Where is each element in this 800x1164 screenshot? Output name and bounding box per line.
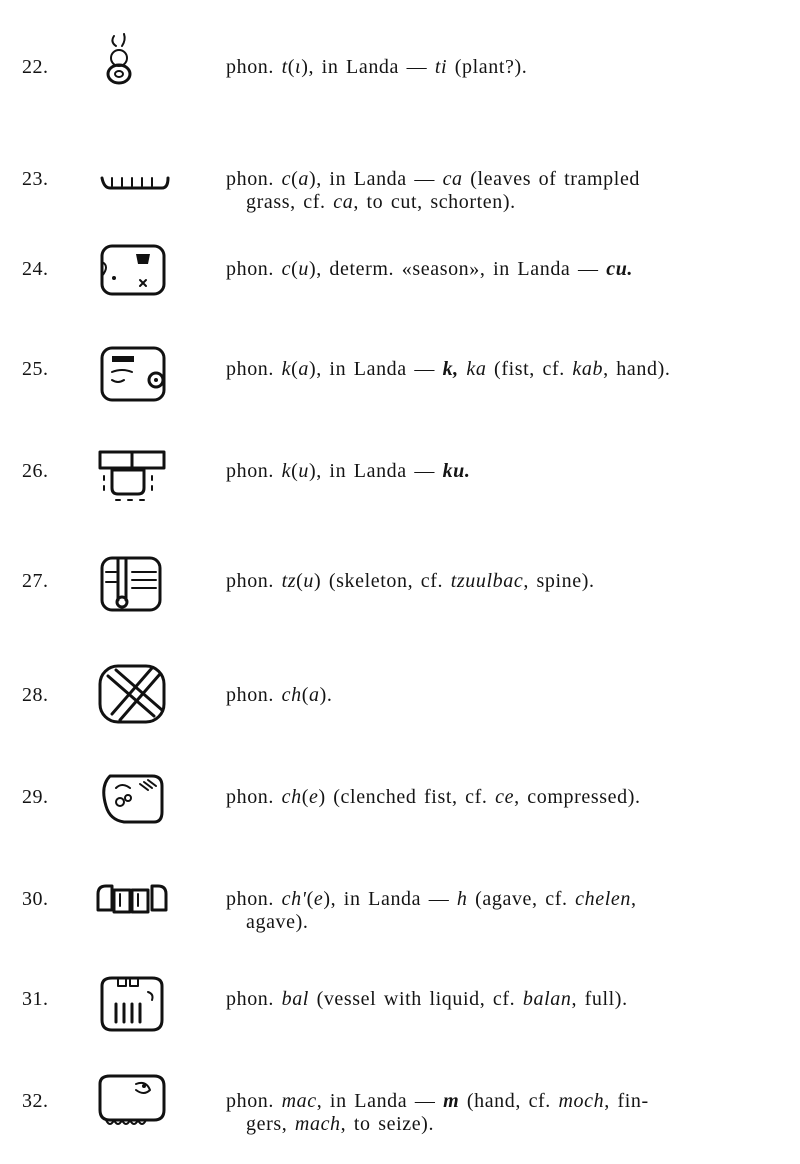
description-line bbox=[226, 570, 595, 592]
entry-description bbox=[226, 56, 766, 79]
description-line bbox=[226, 684, 332, 706]
text-run: ), determ. «season», in Landa — bbox=[308, 258, 607, 280]
text-run: phon. bbox=[226, 168, 282, 190]
entry-number: 31. bbox=[22, 988, 49, 1010]
text-run: ), in Landa — bbox=[301, 56, 435, 78]
text-run: phon. bbox=[226, 786, 282, 808]
italic-run: mach bbox=[294, 1113, 341, 1135]
glyph-che-agave-icon bbox=[92, 880, 172, 946]
italic-run: u bbox=[298, 460, 309, 482]
text-run: ) (clenched fist, cf. bbox=[318, 786, 496, 808]
text-run: phon. bbox=[226, 258, 282, 280]
description-line bbox=[226, 56, 527, 78]
text-run: ). bbox=[319, 684, 333, 706]
entry-number: 28. bbox=[22, 684, 49, 706]
glyph-ti-plant-icon bbox=[92, 28, 172, 94]
glyph-cu-season-icon bbox=[92, 240, 172, 306]
entry-description bbox=[226, 168, 766, 214]
glyph-cha-cross-icon bbox=[92, 662, 172, 728]
text-run: ( bbox=[301, 684, 309, 706]
text-run: phon. bbox=[226, 1090, 282, 1112]
text-run: (hand, cf. bbox=[459, 1090, 559, 1112]
text-run: , hand). bbox=[603, 358, 671, 380]
text-run: , compressed). bbox=[514, 786, 641, 808]
entry-number: 29. bbox=[22, 786, 49, 808]
italic-run: c bbox=[281, 168, 292, 190]
text-run: phon. bbox=[226, 570, 282, 592]
text-run: gers, bbox=[246, 1113, 295, 1135]
italic-run: a bbox=[308, 684, 320, 706]
italic-run: chelen bbox=[575, 888, 631, 910]
glyph-mac-hand-icon bbox=[92, 1070, 172, 1136]
description-line bbox=[226, 460, 471, 482]
italic-run: a bbox=[298, 358, 309, 380]
entry-description bbox=[226, 988, 766, 1011]
entry-description bbox=[226, 258, 766, 281]
text-run: phon. bbox=[226, 56, 282, 78]
entry-description bbox=[226, 460, 766, 483]
description-line bbox=[226, 786, 641, 808]
text-run: ( bbox=[291, 358, 299, 380]
entry-number: 22. bbox=[22, 56, 49, 78]
glyph-ku-icon bbox=[92, 446, 172, 512]
italic-run: tz bbox=[281, 570, 297, 592]
text-run: (plant?). bbox=[447, 56, 528, 78]
italic-run: h bbox=[456, 888, 468, 910]
description-line bbox=[226, 258, 633, 280]
italic-run: ch bbox=[281, 786, 302, 808]
glyph-tzu-skeleton-icon bbox=[92, 552, 172, 618]
italic-run: bal bbox=[281, 988, 309, 1010]
italic-run: ce bbox=[495, 786, 515, 808]
italic-run: kab bbox=[572, 358, 604, 380]
description-continuation-line bbox=[226, 911, 766, 934]
italic-run: ti bbox=[434, 56, 448, 78]
italic-run: ι bbox=[295, 56, 302, 78]
text-run: ), in Landa — bbox=[308, 358, 443, 380]
text-run: , to cut, schorten). bbox=[353, 191, 516, 213]
italic-run: e bbox=[308, 786, 319, 808]
text-run: ( bbox=[291, 460, 299, 482]
entry-number: 30. bbox=[22, 888, 49, 910]
entry-description bbox=[226, 1090, 766, 1136]
italic-run: moch bbox=[558, 1090, 605, 1112]
entry-number: 32. bbox=[22, 1090, 49, 1112]
description-continuation-line bbox=[226, 191, 766, 214]
entry-description bbox=[226, 786, 766, 809]
text-run: (agave, cf. bbox=[467, 888, 576, 910]
glyph-che-clenched-fist-icon bbox=[92, 768, 172, 834]
text-run: , in Landa — bbox=[316, 1090, 444, 1112]
text-run: phon. bbox=[226, 888, 282, 910]
text-run: ( bbox=[291, 258, 299, 280]
entry-description bbox=[226, 888, 766, 934]
italic-run: balan bbox=[522, 988, 572, 1010]
text-run: phon. bbox=[226, 988, 282, 1010]
italic-run: ca bbox=[442, 168, 463, 190]
italic-run: ca bbox=[333, 191, 354, 213]
italic-run: a bbox=[298, 168, 309, 190]
glyph-bal-vessel-icon bbox=[92, 972, 172, 1038]
text-run: ), in Landa — bbox=[308, 460, 443, 482]
description-line bbox=[226, 358, 670, 380]
text-run: (fist, cf. bbox=[486, 358, 573, 380]
text-run: , bbox=[630, 888, 637, 910]
text-run: ( bbox=[296, 570, 304, 592]
text-run: grass, cf. bbox=[246, 191, 334, 213]
glyph-ca-grass-icon bbox=[92, 156, 172, 222]
italic-run: m bbox=[443, 1090, 460, 1112]
description-line bbox=[226, 888, 637, 910]
entry-description bbox=[226, 358, 766, 381]
entry-number: 24. bbox=[22, 258, 49, 280]
entry-number: 27. bbox=[22, 570, 49, 592]
glyph-ka-fist-icon bbox=[92, 342, 172, 408]
text-run: ( bbox=[291, 168, 299, 190]
text-run: ( bbox=[306, 888, 314, 910]
text-run: , to seize). bbox=[340, 1113, 435, 1135]
text-run: phon. bbox=[226, 358, 282, 380]
italic-run: c bbox=[281, 258, 292, 280]
text-run: ) (skeleton, cf. bbox=[314, 570, 451, 592]
italic-run: tzuulbac bbox=[450, 570, 524, 592]
entry-number: 23. bbox=[22, 168, 49, 190]
text-run: , full). bbox=[571, 988, 628, 1010]
text-run: (vessel with liquid, cf. bbox=[308, 988, 523, 1010]
description-line bbox=[226, 1090, 649, 1112]
text-run: ( bbox=[301, 786, 309, 808]
entry-number: 26. bbox=[22, 460, 49, 482]
italic-run: e bbox=[313, 888, 324, 910]
text-run: ( bbox=[287, 56, 296, 78]
italic-run: k bbox=[281, 358, 292, 380]
text-run: agave). bbox=[246, 911, 309, 933]
italic-run: k, bbox=[442, 358, 459, 380]
italic-run: u bbox=[298, 258, 309, 280]
text-run: ), in Landa — bbox=[308, 168, 443, 190]
italic-run: u bbox=[303, 570, 315, 592]
italic-run: ch' bbox=[281, 888, 307, 910]
text-run: phon. bbox=[226, 460, 282, 482]
description-line bbox=[226, 168, 640, 190]
italic-run: k bbox=[281, 460, 292, 482]
italic-run: cu. bbox=[606, 258, 634, 280]
entry-description bbox=[226, 684, 766, 707]
description-line bbox=[226, 988, 628, 1010]
entry-description bbox=[226, 570, 766, 593]
text-run: , fin- bbox=[604, 1090, 649, 1112]
italic-run: ch bbox=[281, 684, 302, 706]
text-run: (leaves of trampled bbox=[462, 168, 641, 190]
text-run: , spine). bbox=[523, 570, 595, 592]
italic-run: mac bbox=[281, 1090, 317, 1112]
italic-run: t bbox=[281, 56, 288, 78]
text-run: phon. bbox=[226, 684, 282, 706]
entry-number: 25. bbox=[22, 358, 49, 380]
italic-run: ku. bbox=[442, 460, 471, 482]
italic-run: ka bbox=[466, 358, 487, 380]
description-continuation-line bbox=[226, 1113, 766, 1136]
text-run: ), in Landa — bbox=[323, 888, 457, 910]
